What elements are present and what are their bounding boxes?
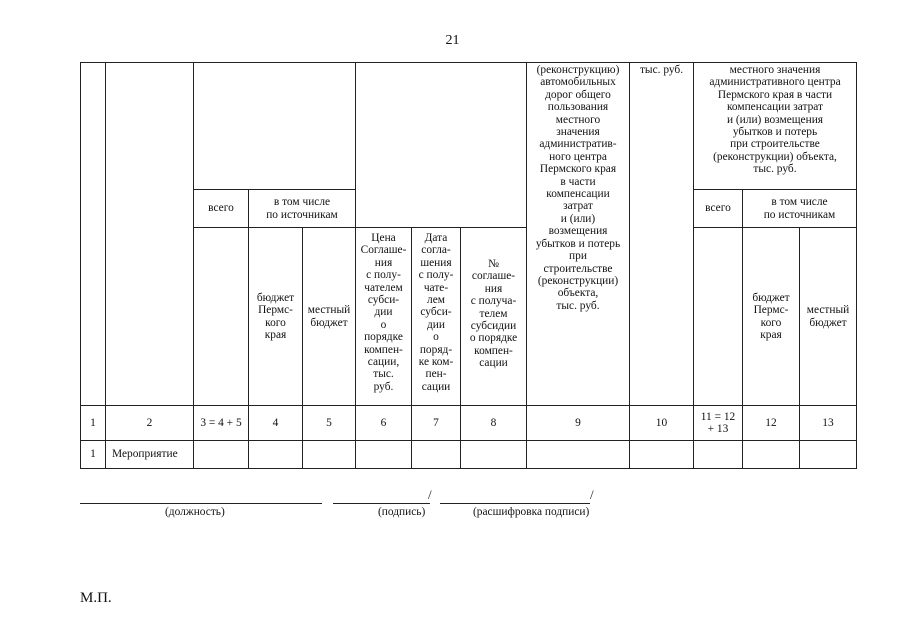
col-number-13: 13 [822, 416, 834, 429]
header-num-agreement: № соглаше- ния с получа- телем субсидии о порядке компен- сации [469, 258, 518, 370]
header-incl-sources-2: в том числе по источникам [763, 196, 836, 221]
signature-slash-2: / [590, 487, 594, 502]
decoding-label: (расшифровка подписи) [473, 506, 590, 518]
header-total-1: всего [208, 202, 234, 215]
col-number-8: 8 [490, 416, 497, 429]
header-total-2: всего [705, 202, 731, 215]
header-price-agreement: Цена Соглаше- ния с полу- чателем субси- дии о порядке компен- сации, тыс. руб. [360, 232, 407, 393]
signature-label: (подпись) [378, 506, 426, 518]
decoding-line [440, 503, 590, 504]
col-number-11: 11 = 12 + 13 [700, 410, 736, 435]
col-number-2: 2 [146, 416, 153, 429]
position-label: (должность) [165, 506, 225, 518]
header-budget-perm-2: бюджет Пермс- кого края [752, 291, 790, 341]
col-number-10: 10 [655, 416, 668, 429]
table-row-name: Мероприятие [112, 448, 178, 461]
header-col11-13-top: местного значения административного центра Пермского края в части компенсации затрат и (или) возмещения убытков и потерь при строительстве (реконструкции) объекта, тыс. руб. [709, 64, 841, 176]
col-number-3: 3 = 4 + 5 [200, 416, 242, 429]
position-line [80, 503, 322, 504]
header-local-budget-1: местный бюджет [307, 304, 351, 329]
header-incl-sources-1: в том числе по источникам [266, 196, 338, 221]
header-local-budget-2: местный бюджет [806, 304, 850, 329]
table-row-num: 1 [90, 448, 96, 461]
col-number-4: 4 [272, 416, 279, 429]
page-number: 21 [445, 33, 460, 48]
col-number-12: 12 [765, 416, 777, 429]
col-number-1: 1 [90, 416, 96, 429]
col-number-9: 9 [575, 416, 581, 429]
col-number-7: 7 [433, 416, 439, 429]
signature-slash-1: / [428, 487, 432, 502]
header-budget-perm-1: бюджет Пермс- кого края [256, 291, 295, 341]
header-date-agreement: Дата согла- шения с полу- чате- лем субси- дии о поряд- ке ком- пен- сации [418, 232, 454, 393]
header-col10-top: тыс. руб. [639, 64, 684, 76]
col-number-5: 5 [326, 416, 332, 429]
stamp-place: М.П. [80, 590, 112, 606]
signature-line [333, 503, 430, 504]
col-number-6: 6 [380, 416, 387, 429]
header-col9-top: (реконструкцию) автомобильных дорог общего пользования местного значения административ- ного центра Пермского края в части компенсации затрат и (или) возмещения убытков и потерь при строительстве (реконструкции) объекта, тыс. руб. [535, 64, 621, 312]
